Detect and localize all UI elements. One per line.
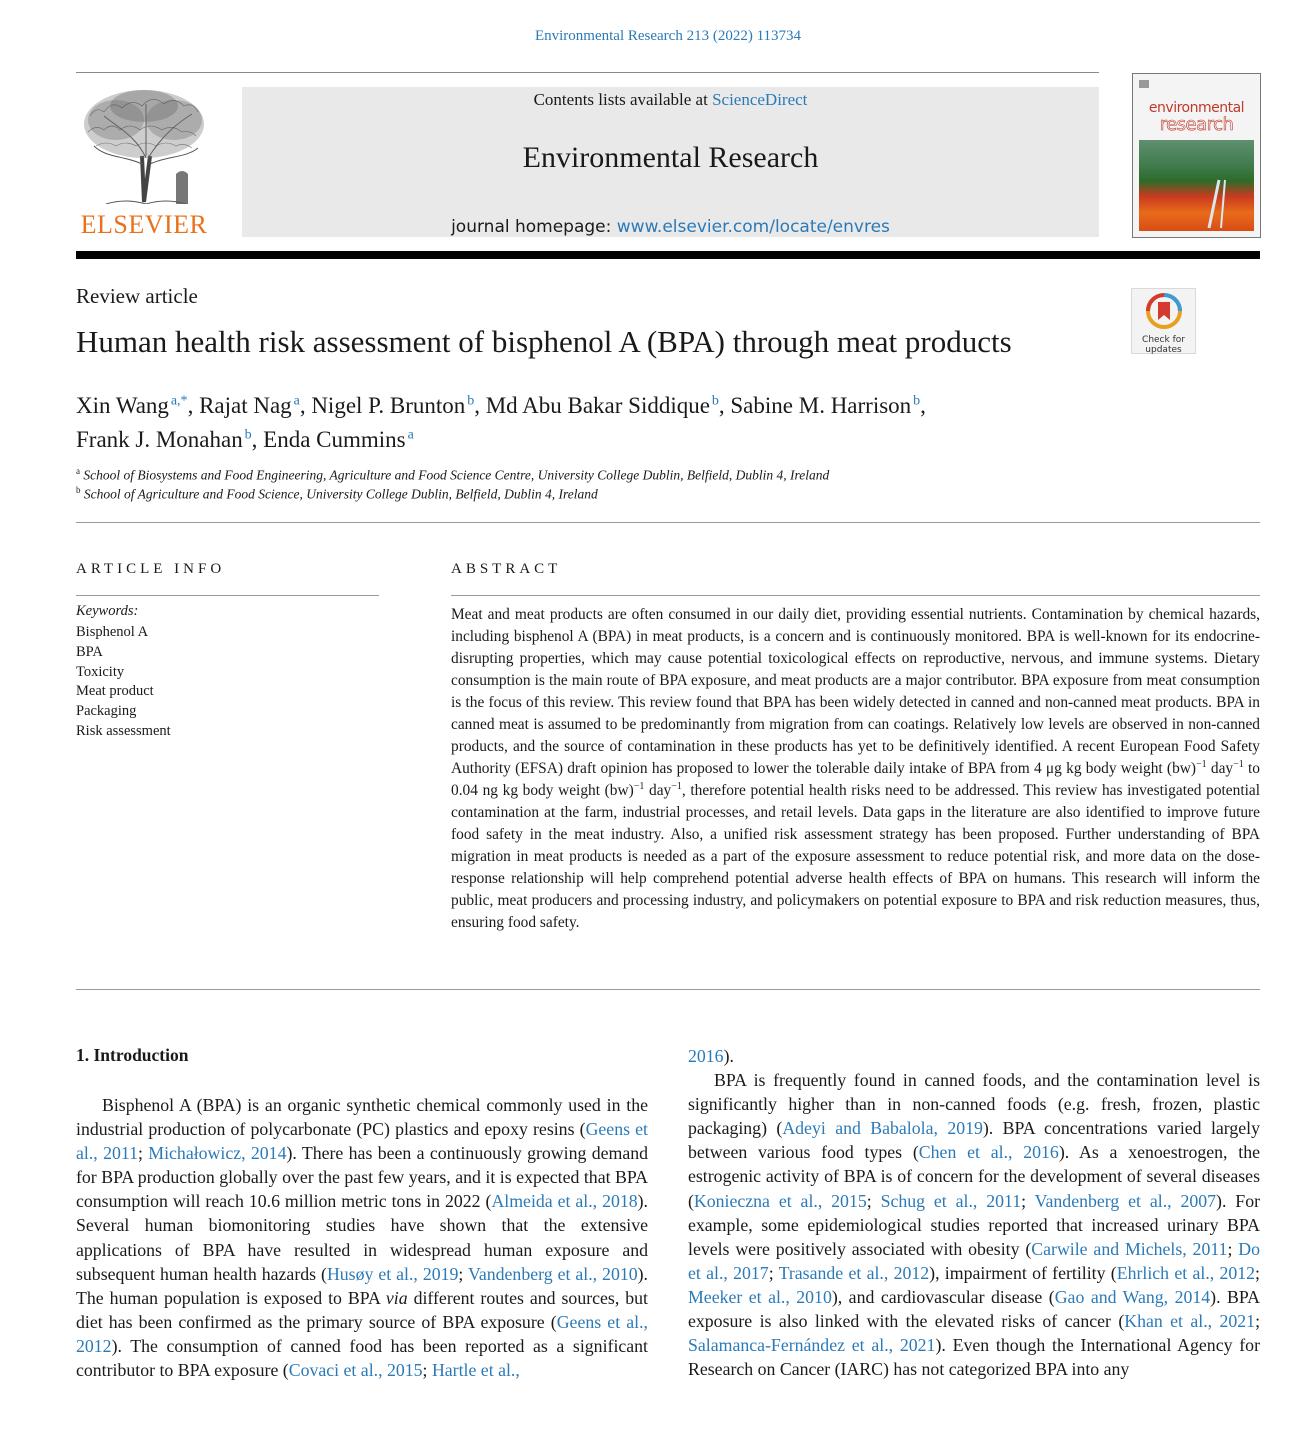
citation-link[interactable]: Michałowicz, 2014 <box>148 1143 287 1164</box>
intro-paragraph-1: Bisphenol A (BPA) is an organic synthetic chemical commonly used in the industrial production of polycarbonate (PC) plastics and epoxy resins (Geens et al., 2011; Michałowicz, 2014). There has been a continuously growing demand for BPA production globally over the past few years, and it is expected that BPA consumption will reach 10.6 million metric tons in 2022 (Almeida et al., 2018). Several human biomonitoring studies have shown that the extensive applications of BPA have resulted in widespread human exposure and subsequent human health hazards (Husøy et al., 2019; Vandenberg et al., 2010). The human population is exposed to BPA via different routes and sources, but diet has been confirmed as the primary source of BPA exposure (Geens et al., 2012). The consumption of canned food has been reported as a significant contributor to BPA exposure (Covaci et al., 2015; Hartle et al., <box>76 1095 649 1381</box>
keyword: BPA <box>76 643 103 660</box>
check-updates-line-1: Check for <box>1142 335 1185 345</box>
citation-link[interactable]: Ehrlich et al., 2012 <box>1116 1262 1256 1283</box>
citation-link[interactable]: Meeker et al., 2010 <box>688 1286 832 1307</box>
affiliation-b: $^b$ School of Agriculture and Food Science, University College Dublin, Belfield, Dublin 4, Ireland <box>76 485 598 502</box>
journal-banner <box>242 87 1099 237</box>
divider <box>76 522 1260 523</box>
section-heading: 1. Introduction <box>76 1045 189 1065</box>
keyword: Packaging <box>76 703 137 720</box>
italic-text: via <box>385 1287 408 1308</box>
citation-link[interactable]: Trasande et al., 2012 <box>778 1262 930 1283</box>
author[interactable]: Md Abu Bakar Siddique $^b$, <box>485 392 731 418</box>
sciencedirect-link[interactable]: ScienceDirect <box>712 90 808 109</box>
keyword: Meat product <box>76 683 154 700</box>
check-for-updates-button[interactable] <box>1131 288 1196 354</box>
crossmark-icon <box>1144 292 1184 330</box>
journal-cover[interactable] <box>1132 73 1261 238</box>
author[interactable]: Frank J. Monahan $^b$, <box>76 427 264 453</box>
citation-link[interactable]: Geens et al., 2012 <box>76 1311 648 1356</box>
cover-tracks-icon <box>1139 140 1252 230</box>
citation-link[interactable]: Hartle et al., <box>431 1360 520 1381</box>
citation-link[interactable]: Covaci et al., 2015 <box>288 1360 423 1381</box>
header-thick-rule <box>76 251 1260 259</box>
intro-right-column <box>688 1044 1260 1381</box>
elsevier-tree-icon <box>76 86 212 204</box>
intro-paragraph-2: BPA is frequently found in canned foods, and the contamination level is significantly higher than in non-canned foods (e.g. fresh, frozen, plastic packaging) (Adeyi and Babalola, 2019). BPA concentrations varied largely between various food types (Chen et al., 2016). As a xenoestrogen, the estrogenic activity of BPA is of concern for the development of several diseases (Konieczna et al., 2015; Schug et al., 2011; Vandenberg et al., 2007). For example, some epidemiological studies reported that increased urinary BPA levels were positively associated with obesity (Carwile and Michels, 2011; Do et al., 2017; Trasande et al., 2012), impairment of fertility (Ehrlich et al., 2012; Meeker et al., 2010), and cardiovascular disease (Gao and Wang, 2014). BPA exposure is also linked with the elevated risks of cancer (Khan et al., 2021; Salamanca-Fernández et al., 2021). Even though the International Agency for Research on Cancer (IARC) has not categorized BPA into any <box>688 1070 1261 1380</box>
keywords-label: Keywords: <box>76 603 139 619</box>
citation-link[interactable]: Adeyi and Babalola, 2019 <box>782 1118 983 1139</box>
abstract-text: Meat and meat products are often consumed in our daily diet, providing essential nutrients. Contamination by chemical hazards, including bisphenol A (BPA) in meat products, is a concern and is continuously monitored. BPA is well-known for its endocrine-disrupting properties, which may cause potential toxicological effects on reproductive, nervous, and immune systems. Dietary consumption is the main route of BPA exposure, and meat products are a major contributor. BPA exposure from meat consumption is the focus of this review. This review found that BPA has been widely detected in canned and non-canned meat products. BPA in canned meat is assumed to be predominantly from migration from can coatings. Relatively low levels are observed in non-canned products, and the source of contamination in these products has yet to be definitively identified. A recent European Food Safety Authority (EFSA) draft opinion has proposed to lower the tolerable daily intake of BPA from 4 μg kg body weight (bw)$^{-1}$ day$^{-1}$ to 0.04 ng kg body weight (bw)$^{-1}$ day$^{-1}$, therefore potential health risks need to be addressed. This review has investigated potential contamination at the farm, industrial processes, and retail levels. Data gaps in the literature are also identified to improve future food safety in the meat industry. Also, a unified risk assessment strategy has been proposed. Further understanding of BPA migration in meat products is needed as a part of the exposure assessment to reduce potential risk, and more data on the dose-response relationship will help comprehend potential adverse health effects of BPA on humans. This research will inform the public, meat producers and processing industry, and policymakers on potential exposure to BPA and risk reduction measures, thus, ensuring food safety. <box>451 606 1260 931</box>
intro-left-column <box>76 1093 648 1382</box>
citation-link[interactable]: Khan et al., 2021 <box>1124 1311 1256 1332</box>
citation-link[interactable]: Almeida et al., 2018 <box>491 1191 638 1212</box>
article-type: Review article <box>76 284 198 308</box>
keywords-list <box>76 623 171 742</box>
citation-link[interactable]: Husøy et al., 2019 <box>326 1263 459 1284</box>
article-info-rule <box>76 595 379 596</box>
citation-link[interactable]: Vandenberg et al., 2010 <box>468 1263 638 1284</box>
keyword: Risk assessment <box>76 722 171 739</box>
citation-link[interactable]: Vandenberg et al., 2007 <box>1034 1190 1217 1211</box>
contents-line: Contents lists available at ScienceDirect <box>533 90 808 109</box>
intro-paragraph-1-continued: 2016). <box>688 1046 734 1066</box>
author[interactable]: Sabine M. Harrison $^b$, <box>730 392 926 418</box>
citation-link[interactable]: Gao and Wang, 2014 <box>1054 1286 1211 1307</box>
keyword: Bisphenol A <box>76 624 149 640</box>
author[interactable]: Enda Cummins $^a$ <box>263 427 414 453</box>
abstract-rule <box>451 595 1260 596</box>
citation-link[interactable]: Schug et al., 2011 <box>880 1190 1022 1211</box>
citation-link[interactable]: Chen et al., 2016 <box>918 1142 1059 1163</box>
author[interactable]: Nigel P. Brunton $^b$, <box>311 392 486 418</box>
divider <box>76 989 1260 990</box>
citation-link[interactable]: 2016 <box>688 1046 724 1066</box>
article-title: Human health risk assessment of bisphenol A (BPA) through meat products <box>76 324 1012 359</box>
journal-title: Environmental Research <box>522 141 819 174</box>
citation-link[interactable]: Konieczna et al., 2015 <box>693 1190 867 1211</box>
check-updates-line-2: updates <box>1145 345 1182 355</box>
header-rule <box>76 72 1099 73</box>
abstract-label: ABSTRACT <box>451 561 562 577</box>
author[interactable]: Xin Wang $^{a,*}$, <box>76 392 200 418</box>
author-list <box>76 386 1186 455</box>
homepage-link[interactable]: www.elsevier.com/locate/envres <box>616 217 890 237</box>
publisher-name: ELSEVIER <box>80 210 208 239</box>
homepage-line: journal homepage: www.elsevier.com/locate/envres <box>451 217 890 237</box>
cover-title-line-2: research <box>1159 114 1234 135</box>
cover-image <box>1139 140 1254 231</box>
citation-link[interactable]: Salamanca-Fernández et al., 2021 <box>688 1335 936 1356</box>
cover-logo-icon <box>1139 80 1149 88</box>
affiliation-a: $^a$ School of Biosystems and Food Engineering, Agriculture and Food Science Centre, University College Dublin, Belfield, Dublin 4, Ireland <box>76 466 830 483</box>
cover-title-line-1: environmental <box>1148 100 1245 116</box>
citation-link[interactable]: Carwile and Michels, 2011 <box>1031 1238 1228 1259</box>
author[interactable]: Rajat Nag $^a$, <box>199 392 312 418</box>
journal-citation[interactable]: Environmental Research 213 (2022) 113734 <box>534 28 802 44</box>
article-info-label: ARTICLE INFO <box>76 561 226 577</box>
citation-link[interactable]: Geens et al., 2011 <box>76 1119 648 1164</box>
elsevier-logo[interactable] <box>76 86 212 238</box>
keyword: Toxicity <box>76 663 125 680</box>
citation-link[interactable]: Do et al., 2017 <box>688 1238 1260 1283</box>
